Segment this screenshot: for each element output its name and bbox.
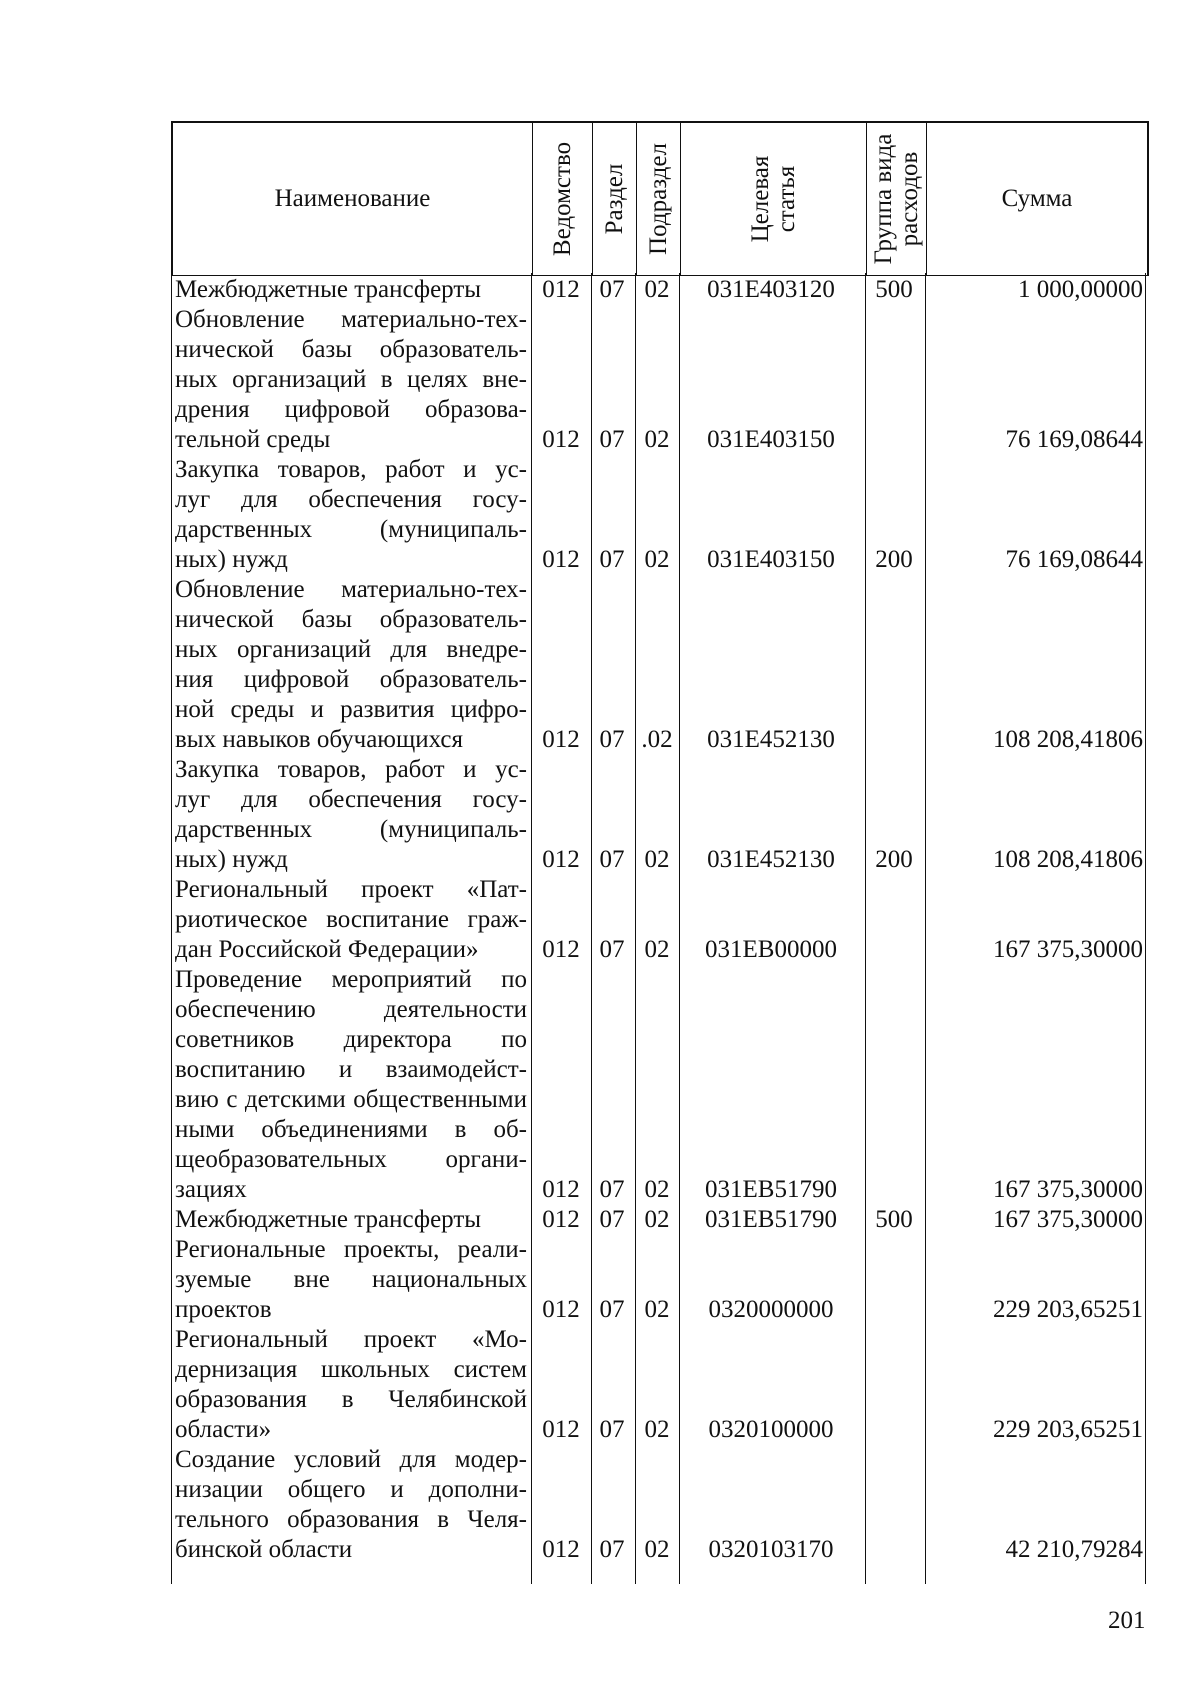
header-vedomstvo-cell: [533, 123, 593, 275]
row-name: [175, 965, 527, 1205]
row-celevaya: 031EB51790: [705, 1176, 837, 1203]
row-gruppa: 500: [875, 1206, 913, 1233]
row-podrazdel: 02: [644, 1176, 670, 1203]
row-razdel: 07: [599, 276, 625, 303]
row-name-line: бинской области: [175, 1536, 353, 1563]
table-row: [171, 575, 1147, 755]
row-razdel: 07: [599, 846, 625, 873]
row-celevaya: 0320000000: [708, 1296, 834, 1323]
header-razdel-cell: [593, 123, 637, 275]
row-name-line: Обновление материально-тех-: [175, 306, 527, 333]
header-gruppa-cell: [867, 123, 927, 275]
row-name-line: нической базы образователь-: [175, 336, 527, 363]
table-header: [171, 121, 1149, 276]
row-summa: 42 210,79284: [1005, 1536, 1143, 1563]
row-razdel: 07: [599, 546, 625, 573]
row-name-line: воспитанию и взаимодейст-: [175, 1056, 527, 1083]
row-vedomstvo: 012: [542, 546, 580, 573]
row-celevaya: 031E403120: [707, 276, 835, 303]
row-celevaya: 031E403150: [707, 546, 835, 573]
row-name-line: обеспечению деятельности: [175, 996, 527, 1023]
row-vedomstvo: 012: [542, 1176, 580, 1203]
table-row: [171, 275, 1147, 305]
row-name-line: луг для обеспечения госу-: [175, 786, 527, 813]
row-name-line: образования в Челябинской: [175, 1386, 527, 1413]
header-celevaya-line1: Целевая: [746, 155, 774, 243]
table-row: [171, 1325, 1147, 1445]
row-vedomstvo: 012: [542, 1296, 580, 1323]
row-razdel: 07: [599, 726, 625, 753]
row-name: [175, 275, 527, 305]
row-vedomstvo: 012: [542, 1206, 580, 1233]
row-name: [175, 1325, 527, 1445]
row-name-line: щеобразовательных органи-: [175, 1146, 527, 1173]
row-gruppa: 200: [875, 546, 913, 573]
budget-table: [171, 121, 1147, 1584]
table-row: [171, 1445, 1147, 1565]
row-celevaya: 0320103170: [708, 1536, 834, 1563]
row-celevaya: 031EB51790: [705, 1206, 837, 1233]
header-podrazdel: Подраздел: [644, 143, 672, 255]
row-razdel: 07: [599, 1206, 625, 1233]
row-name-line: ных) нужд: [175, 846, 288, 873]
header-name-cell: [173, 123, 533, 275]
row-podrazdel: 02: [644, 1296, 670, 1323]
table-row: [171, 305, 1147, 455]
row-podrazdel: 02: [644, 846, 670, 873]
row-razdel: 07: [599, 1536, 625, 1563]
row-podrazdel: 02: [644, 276, 670, 303]
row-name-line: ных) нужд: [175, 546, 288, 573]
row-name-line: тельной среды: [175, 426, 331, 453]
header-podrazdel-cell: [637, 123, 681, 275]
row-name-line: нической базы образователь-: [175, 606, 527, 633]
row-summa: 76 169,08644: [1005, 546, 1143, 573]
row-gruppa: 200: [875, 846, 913, 873]
row-vedomstvo: 012: [542, 1416, 580, 1443]
row-name-line: Закупка товаров, работ и ус-: [175, 756, 527, 783]
row-summa: 167 375,30000: [993, 936, 1143, 963]
row-name-line: дрения цифровой образова-: [175, 396, 527, 423]
row-name-line: луг для обеспечения госу-: [175, 486, 527, 513]
row-name-line: ных организаций для внедре-: [175, 636, 527, 663]
row-razdel: 07: [599, 1176, 625, 1203]
header-gruppa-line1: Группа вида: [869, 133, 897, 265]
header-razdel: Раздел: [600, 163, 628, 235]
row-summa: 108 208,41806: [993, 846, 1143, 873]
row-name-line: Региональный проект «Мо-: [175, 1326, 527, 1353]
header-name: Наименование: [274, 184, 431, 212]
row-name-line: вию с детскими общественными: [175, 1086, 527, 1113]
row-vedomstvo: 012: [542, 426, 580, 453]
row-summa: 1 000,00000: [1018, 276, 1143, 303]
row-name-line: Межбюджетные трансферты: [175, 1206, 482, 1233]
header-summa: Сумма: [1001, 184, 1073, 212]
row-name-line: Обновление материально-тех-: [175, 576, 527, 603]
row-name: [175, 1235, 527, 1325]
header-vedomstvo: Ведомство: [548, 141, 576, 257]
row-razdel: 07: [599, 936, 625, 963]
table-row: [171, 755, 1147, 875]
row-name-line: Создание условий для модер-: [175, 1446, 527, 1473]
row-name: [175, 305, 527, 455]
row-name-line: ния цифровой образователь-: [175, 666, 527, 693]
row-name-line: вых навыков обучающихся: [175, 726, 463, 753]
row-name-line: проектов: [175, 1296, 272, 1323]
row-vedomstvo: 012: [542, 936, 580, 963]
row-celevaya: 031E403150: [707, 426, 835, 453]
row-podrazdel: .02: [641, 726, 673, 753]
table-row: [171, 1235, 1147, 1325]
row-podrazdel: 02: [644, 1416, 670, 1443]
row-name-line: низации общего и дополни-: [175, 1476, 527, 1503]
row-podrazdel: 02: [644, 546, 670, 573]
row-podrazdel: 02: [644, 1536, 670, 1563]
row-name-line: Межбюджетные трансферты: [175, 276, 482, 303]
table-row: [171, 965, 1147, 1205]
row-name-line: советников директора по: [175, 1026, 527, 1053]
row-name-line: зациях: [175, 1176, 247, 1203]
row-summa: 229 203,65251: [993, 1296, 1143, 1323]
row-razdel: 07: [599, 426, 625, 453]
row-summa: 167 375,30000: [993, 1206, 1143, 1233]
row-celevaya: 031E452130: [707, 726, 835, 753]
row-celevaya: 031EB00000: [705, 936, 837, 963]
row-name: [175, 1205, 527, 1235]
row-name-line: дарственных (муниципаль-: [175, 816, 527, 843]
row-vedomstvo: 012: [542, 726, 580, 753]
row-celevaya: 031E452130: [707, 846, 835, 873]
row-summa: 229 203,65251: [993, 1416, 1143, 1443]
row-name: [175, 575, 527, 755]
row-podrazdel: 02: [644, 426, 670, 453]
row-razdel: 07: [599, 1416, 625, 1443]
row-name: [175, 875, 527, 965]
row-name-line: дарственных (муниципаль-: [175, 516, 527, 543]
header-celevaya: [747, 156, 800, 243]
row-name-line: дернизация школьных систем: [175, 1356, 527, 1383]
row-name-line: зуемые вне национальных: [175, 1266, 527, 1293]
row-name-line: риотическое воспитание граж-: [175, 906, 527, 933]
table-row: [171, 875, 1147, 965]
header-summa-cell: [927, 123, 1147, 275]
header-celevaya-line2: статья: [772, 165, 800, 233]
row-name-line: ными объединениями в об-: [175, 1116, 527, 1143]
header-celevaya-cell: [681, 123, 867, 275]
row-vedomstvo: 012: [542, 276, 580, 303]
row-vedomstvo: 012: [542, 846, 580, 873]
row-name-line: области»: [175, 1416, 272, 1443]
row-razdel: 07: [599, 1296, 625, 1323]
row-podrazdel: 02: [644, 1206, 670, 1233]
row-name: [175, 455, 527, 575]
row-name-line: Региональный проект «Пат-: [175, 876, 527, 903]
page-number: 201: [1108, 1607, 1146, 1634]
row-vedomstvo: 012: [542, 1536, 580, 1563]
row-summa: 167 375,30000: [993, 1176, 1143, 1203]
row-summa: 108 208,41806: [993, 726, 1143, 753]
row-gruppa: 500: [875, 276, 913, 303]
row-name-line: Проведение мероприятий по: [175, 966, 527, 993]
row-name: [175, 1445, 527, 1565]
row-name-line: Региональные проекты, реали-: [175, 1236, 527, 1263]
table-row: [171, 455, 1147, 575]
row-podrazdel: 02: [644, 936, 670, 963]
table-row: [171, 1205, 1147, 1235]
row-name-line: ной среды и развития цифро-: [175, 696, 527, 723]
row-celevaya: 0320100000: [708, 1416, 834, 1443]
row-name-line: ных организаций в целях вне-: [175, 366, 527, 393]
row-summa: 76 169,08644: [1005, 426, 1143, 453]
header-gruppa-line2: расходов: [895, 151, 923, 247]
row-name-line: Закупка товаров, работ и ус-: [175, 456, 527, 483]
row-name-line: тельного образования в Челя-: [175, 1506, 527, 1533]
row-name: [175, 755, 527, 875]
row-name-line: дан Российской Федерации»: [175, 936, 479, 963]
header-gruppa: [870, 134, 923, 265]
